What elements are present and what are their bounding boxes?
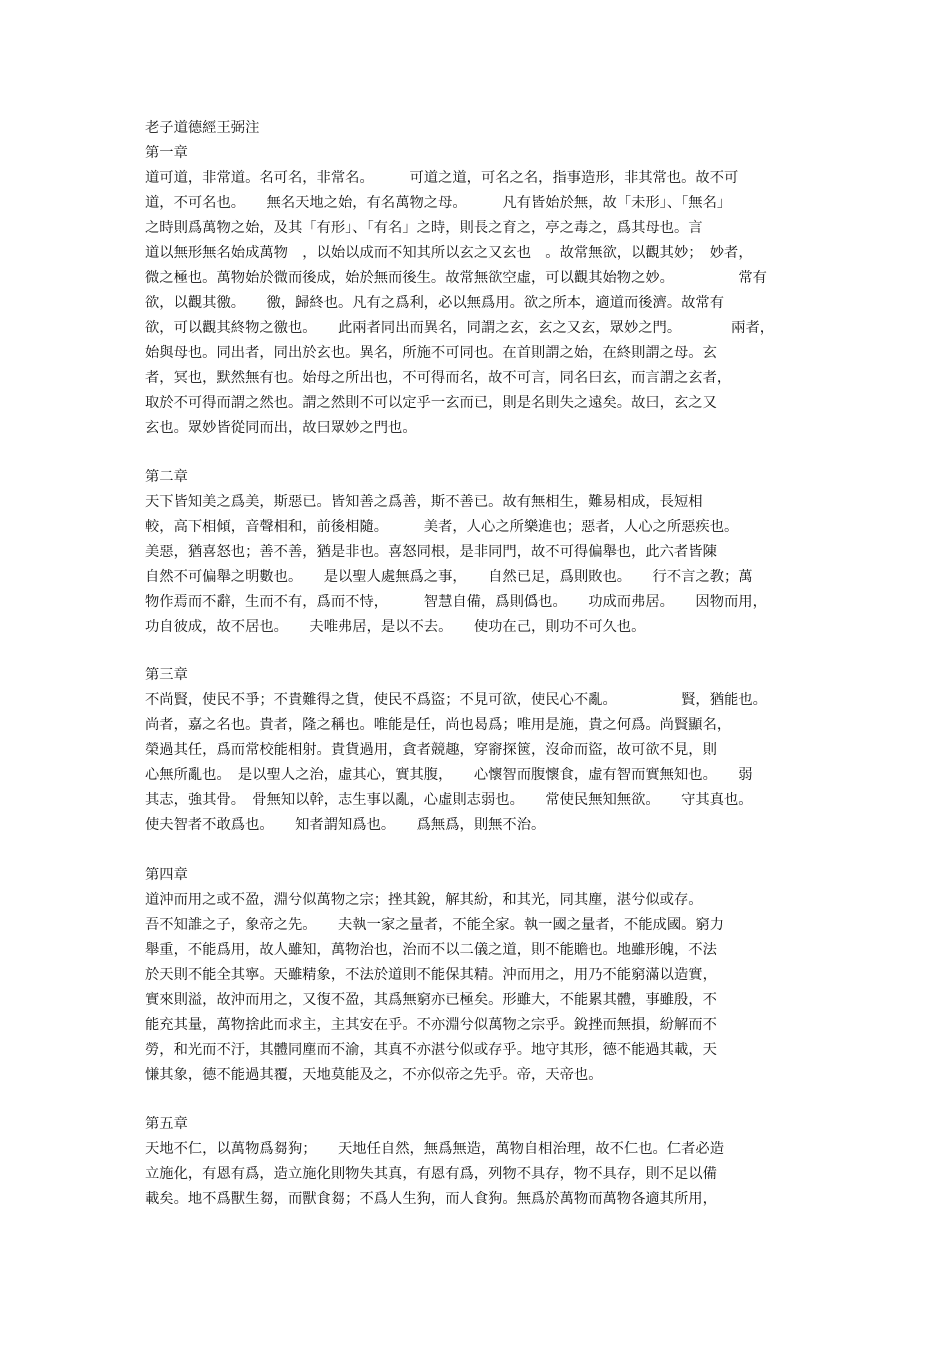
text-line: 勞，和光而不汙，其體同塵而不渝，其真不亦湛兮似或存乎。地守其形，德不能過其載，天 [145, 1042, 717, 1058]
text-line: 天下皆知美之爲美，斯惡已。皆知善之爲善，斯不善已。故有無相生，難易相成，長短相 [145, 494, 703, 510]
text-line: 心無所亂也。 是以聖人之治，虛其心，實其腹， 心懷智而腹懷食，虛有智而實無知也。 弱 [145, 767, 753, 783]
chapter-heading: 第二章 [145, 469, 188, 485]
text-line: 玄也。眾妙皆從同而出，故曰眾妙之門也。 [145, 420, 417, 436]
text-line: 功自彼成，故不居也。 夫唯弗居，是以不去。 使功在己，則功不可久也。 [145, 619, 646, 635]
text-line: 取於不可得而謂之然也。謂之然則不可以定乎一玄而已，則是名則失之遠矣。故曰，玄之又 [145, 395, 717, 411]
document-title: 老子道德經王弼注 [145, 120, 260, 136]
text-line: 自然不可偏舉之明數也。 是以聖人處無爲之事， 自然已足，爲則敗也。 行不言之教；萬 [145, 569, 753, 585]
text-line: 立施化，有恩有爲，造立施化則物失其真，有恩有爲，列物不具存，物不具存，則不足以備 [145, 1166, 717, 1182]
chapter-heading: 第三章 [145, 667, 188, 683]
chapter-heading: 第四章 [145, 867, 188, 883]
text-line: 道以無形無名始成萬物 ，以始以成而不知其所以玄之又玄也 。故常無欲，以觀其妙； 妙者， [145, 245, 753, 261]
text-line: 美惡，猶喜怒也；善不善，猶是非也。喜怒同根，是非同門，故不可得偏舉也，此六者皆陳 [145, 544, 717, 560]
chapter-3 [145, 663, 815, 838]
text-line: 慊其象，德不能過其覆，天地莫能及之，不亦似帝之先乎。帝，天帝也。 [145, 1067, 603, 1083]
text-line: 始與母也。同出者，同出於玄也。異名，所施不可同也。在首則謂之始，在終則謂之母。玄 [145, 345, 717, 361]
text-line: 載矣。地不爲獸生芻，而獸食芻；不爲人生狗，而人食狗。無爲於萬物而萬物各適其所用， [145, 1191, 717, 1207]
text-line: 尚者，嘉之名也。貴者，隆之稱也。唯能是任，尚也曷爲；唯用是施，貴之何爲。尚賢顯名， [145, 717, 732, 733]
chapter-heading: 第五章 [145, 1116, 188, 1132]
text-line: 之時則爲萬物之始，及其「有形」、「有名」之時，則長之育之，亭之毒之，爲其母也。言 [145, 220, 703, 236]
chapter-5 [145, 1112, 815, 1212]
text-line: 道沖而用之或不盈，淵兮似萬物之宗；挫其銳，解其紛，和其光，同其塵，湛兮似或存。 [145, 892, 703, 908]
text-line: 微之極也。萬物始於微而後成，始於無而後生。故常無欲空虛，可以觀其始物之妙。 常有 [145, 270, 767, 286]
text-line: 榮過其任，爲而常校能相射。貴貨過用，貪者競趣，穿窬探篋，沒命而盜，故可欲不見，則 [145, 742, 717, 758]
text-line: 欲，以觀其徼。 徼，歸終也。凡有之爲利，必以無爲用。欲之所本，適道而後濟。故常有 [145, 295, 725, 311]
text-line: 道，不可名也。 無名天地之始，有名萬物之母。 凡有皆始於無，故「未形」、「無名」 [145, 195, 732, 211]
chapter-heading: 第一章 [145, 145, 188, 161]
text-line: 不尚賢，使民不爭；不貴難得之貨，使民不爲盜；不見可欲，使民心不亂。 賢，猶能也。 [145, 692, 767, 708]
text-line: 物作焉而不辭，生而不有，爲而不恃， 智慧自備，爲則僞也。 功成而弗居。 因物而用， [145, 594, 767, 610]
text-line: 使夫智者不敢爲也。 知者謂知爲也。 爲無爲，則無不治。 [145, 817, 546, 833]
text-line: 於天則不能全其寧。天雖精象，不法於道則不能保其精。沖而用之，用乃不能窮滿以造實， [145, 967, 717, 983]
text-line: 舉重，不能爲用，故人雖知，萬物治也，治而不以二儀之道，則不能贍也。地雖形魄，不法 [145, 942, 717, 958]
chapter-1 [145, 141, 815, 441]
text-line: 道可道，非常道。名可名，非常名。 可道之道，可名之名，指事造形，非其常也。故不可 [145, 170, 739, 186]
text-line: 其志，強其骨。 骨無知以幹，志生事以亂，心虛則志弱也。 常使民無知無欲。 守其真也。 [145, 792, 753, 808]
text-line: 者，冥也，默然無有也。始母之所出也，不可得而名，故不可言，同名曰玄，而言謂之玄者， [145, 370, 732, 386]
chapter-4 [145, 863, 815, 1088]
chapter-2 [145, 465, 815, 640]
text-line: 較，高下相傾，音聲相和，前後相隨。 美者，人心之所樂進也；惡者，人心之所惡疾也。 [145, 519, 739, 535]
text-line: 實來則溢，故沖而用之，又復不盈，其爲無窮亦已極矣。形雖大，不能累其體，事雖殷，不 [145, 992, 717, 1008]
text-line: 天地不仁，以萬物爲芻狗； 天地任自然，無爲無造，萬物自相治理，故不仁也。仁者必造 [145, 1141, 725, 1157]
text-line: 能充其量，萬物捨此而求主，主其安在乎。不亦淵兮似萬物之宗乎。銳挫而無損，紛解而不 [145, 1017, 717, 1033]
text-line: 吾不知誰之子，象帝之先。 夫執一家之量者，不能全家。執一國之量者，不能成國。窮力 [145, 917, 725, 933]
text-line: 欲，可以觀其終物之徼也。 此兩者同出而異名，同謂之玄，玄之又玄，眾妙之門。 兩者， [145, 320, 775, 336]
